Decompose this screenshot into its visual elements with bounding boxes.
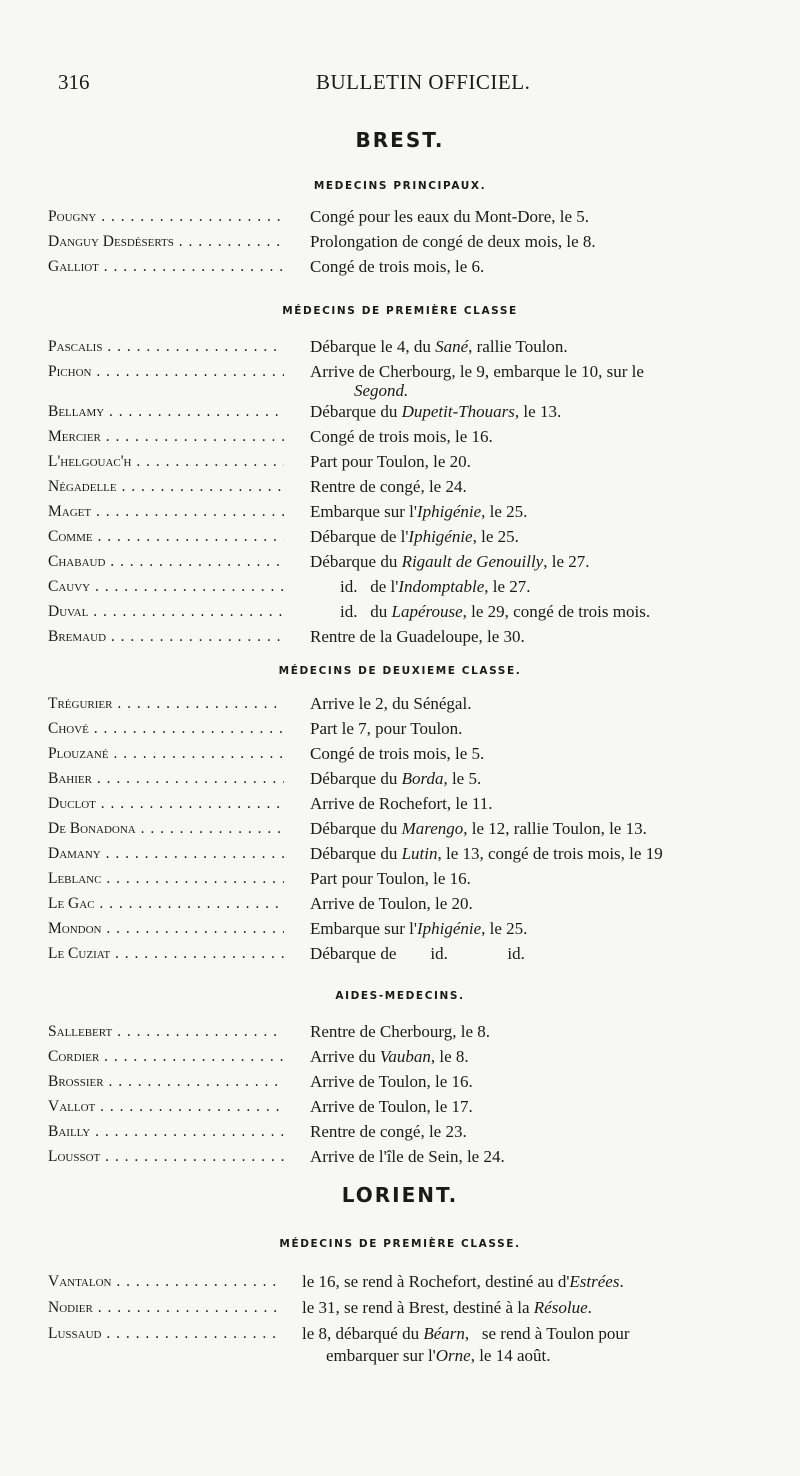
entry-text: Congé de trois mois, le 6. — [310, 257, 485, 276]
entry-text: Congé de trois mois, le 5. — [310, 744, 485, 763]
entry-text: Débarque du Borda, le 5. — [310, 769, 482, 788]
entry-row — [0, 917, 800, 943]
entry-text: le 16, se rend à Rochefort, destiné au d'Estrées. — [302, 1272, 624, 1291]
entry-name: Bellamy . . . — [48, 400, 284, 424]
port-title-lorient: LORIENT. — [341, 1183, 459, 1207]
entry-row — [0, 817, 800, 843]
entry-name: Trégurier . . . — [48, 692, 284, 716]
entry-text: Prolongation de congé de deux mois, le 8. — [310, 232, 596, 251]
entry-row — [0, 742, 800, 768]
entry-row — [0, 1045, 800, 1071]
entry-name: Galliot . . . — [48, 255, 284, 279]
entry-row — [0, 500, 800, 526]
entry-text: Arrive de Toulon, le 17. — [310, 1097, 473, 1116]
entry-row — [0, 575, 800, 601]
entry-name: Bailly . . . — [48, 1120, 284, 1144]
entry-row — [0, 867, 800, 893]
entry-name: Leblanc . . . — [48, 867, 284, 891]
entry-text: Arrive du Vauban, le 8. — [310, 1047, 469, 1066]
entry-row — [0, 525, 800, 551]
entry-text: Congé pour les eaux du Mont-Dore, le 5. — [310, 207, 590, 226]
entry-name: Lussaud . . . — [48, 1322, 278, 1346]
entry-text: Arrive de Toulon, le 20. — [310, 894, 473, 913]
page-header — [58, 70, 760, 100]
entry-name: Nodier . . . — [48, 1296, 278, 1320]
entry-name: Chové . . . — [48, 717, 284, 741]
entry-text: Arrive de Rochefort, le 11. — [310, 794, 493, 813]
entry-text: le 8, débarqué du Béarn, se rend à Toulon pour — [302, 1324, 630, 1343]
entry-row — [0, 942, 800, 968]
entry-text: Débarque le 4, du Sané, rallie Toulon. — [310, 337, 568, 356]
entry-row — [0, 255, 800, 281]
entry-row — [0, 1296, 800, 1322]
entry-text: Débarque du Lutin, le 13, congé de trois mois, le 19 — [310, 844, 663, 863]
entry-name: Pichon . . . — [48, 360, 284, 384]
entry-row — [0, 1120, 800, 1146]
entry-name: Brossier . . . — [48, 1070, 284, 1094]
entry-name: Mondon . . . — [48, 917, 284, 941]
entry-text: Débarque du Rigault de Genouilly, le 27. — [310, 552, 590, 571]
entry-name: Le Cuziat . . . — [48, 942, 284, 966]
entry-row — [0, 692, 800, 718]
entry-name: Négadelle . . . — [48, 475, 284, 499]
entry-name: Pascalis . . . — [48, 335, 284, 359]
entry-name: Le Gac . . . — [48, 892, 284, 916]
entry-text: Arrive de l'île de Sein, le 24. — [310, 1147, 505, 1166]
entry-continuation: embarquer sur l'Orne, le 14 août. — [326, 1346, 551, 1365]
section-heading-aides-medecins: AIDES-MEDECINS. — [335, 990, 465, 1002]
entry-row — [0, 717, 800, 743]
entry-row — [0, 1322, 800, 1348]
entry-name: De Bonadona . . . — [48, 817, 284, 841]
entry-row — [0, 400, 800, 426]
entry-text: Rentre de la Guadeloupe, le 30. — [310, 627, 525, 646]
entry-text: Arrive le 2, du Sénégal. — [310, 694, 472, 713]
entry-row — [0, 842, 800, 868]
entry-name: Duclot . . . — [48, 792, 284, 816]
entry-row — [0, 425, 800, 451]
entry-text: Part le 7, pour Toulon. — [310, 719, 463, 738]
entry-row — [0, 1095, 800, 1121]
entry-name: Sallebert . . . — [48, 1020, 284, 1044]
entry-text: Arrive de Toulon, le 16. — [310, 1072, 473, 1091]
entry-name: Danguy Desdéserts . . . — [48, 230, 284, 254]
entry-row — [0, 1070, 800, 1096]
entry-name: Mercier . . . — [48, 425, 284, 449]
entry-name: Comme . . . — [48, 525, 284, 549]
entry-row — [0, 475, 800, 501]
entry-name: L'helgouac'h . . . — [48, 450, 284, 474]
entry-row — [0, 892, 800, 918]
section-heading-principaux: MEDECINS PRINCIPAUX. — [313, 180, 487, 192]
entry-text: Débarque de id. id. — [310, 944, 525, 963]
entry-text: Débarque de l'Iphigénie, le 25. — [310, 527, 519, 546]
entry-text: Débarque du Dupetit-Thouars, le 13. — [310, 402, 562, 421]
entry-name: Bremaud . . . — [48, 625, 284, 649]
entry-text: Embarque sur l'Iphigénie, le 25. — [310, 502, 528, 521]
entry-name: Maget . . . — [48, 500, 284, 524]
entry-row — [0, 335, 800, 361]
entry-row — [0, 1020, 800, 1046]
entry-row — [0, 767, 800, 793]
entry-text: Rentre de congé, le 24. — [310, 477, 467, 496]
port-title-brest: BREST. — [355, 128, 445, 152]
entry-name: Cauvy . . . — [48, 575, 284, 599]
entry-text: Arrive de Cherbourg, le 9, embarque le 10, sur le — [310, 362, 644, 381]
entry-text: id. de l'Indomptable, le 27. — [340, 577, 531, 596]
entry-name: Duval . . . — [48, 600, 284, 624]
entry-row — [0, 550, 800, 576]
entry-row — [0, 450, 800, 476]
entry-name: Loussot . . . — [48, 1145, 284, 1169]
entry-row — [0, 230, 800, 256]
entry-name: Chabaud . . . — [48, 550, 284, 574]
entry-continuation: Segond. — [354, 381, 409, 400]
entry-text: id. du Lapérouse, le 29, congé de trois mois. — [340, 602, 651, 621]
section-heading-lorient-premiere-classe: MÉDECINS DE PREMIÈRE CLASSE. — [279, 1238, 521, 1250]
page-number: 316 — [58, 70, 90, 94]
entry-name: Vallot . . . — [48, 1095, 284, 1119]
entry-text: Débarque du Marengo, le 12, rallie Toulon, le 13. — [310, 819, 647, 838]
entry-text: Rentre de Cherbourg, le 8. — [310, 1022, 491, 1041]
entry-name: Pougny . . . — [48, 205, 284, 229]
entry-text: Part pour Toulon, le 16. — [310, 869, 471, 888]
entry-text: Rentre de congé, le 23. — [310, 1122, 467, 1141]
entry-text: Congé de trois mois, le 16. — [310, 427, 493, 446]
running-title: BULLETIN OFFICIEL. — [316, 70, 531, 94]
entry-row — [0, 1270, 800, 1296]
entry-text: Part pour Toulon, le 20. — [310, 452, 471, 471]
entry-row — [0, 625, 800, 651]
entry-row — [0, 205, 800, 231]
entry-name: Vantalon . . . — [48, 1270, 278, 1294]
entry-row — [0, 1145, 800, 1171]
entry-text: le 31, se rend à Brest, destiné à la Résolue. — [302, 1298, 592, 1317]
entry-row — [0, 792, 800, 818]
entry-text: Embarque sur l'Iphigénie, le 25. — [310, 919, 528, 938]
entry-name: Bahier . . . — [48, 767, 284, 791]
entry-name: Damany . . . — [48, 842, 284, 866]
entry-name: Cordier . . . — [48, 1045, 284, 1069]
entry-name: Plouzané . . . — [48, 742, 284, 766]
section-heading-deuxieme-classe: MÉDECINS DE DEUXIEME CLASSE. — [278, 665, 522, 677]
entry-row — [0, 600, 800, 626]
section-heading-premiere-classe: MÉDECINS DE PREMIÈRE CLASSE — [282, 305, 518, 317]
